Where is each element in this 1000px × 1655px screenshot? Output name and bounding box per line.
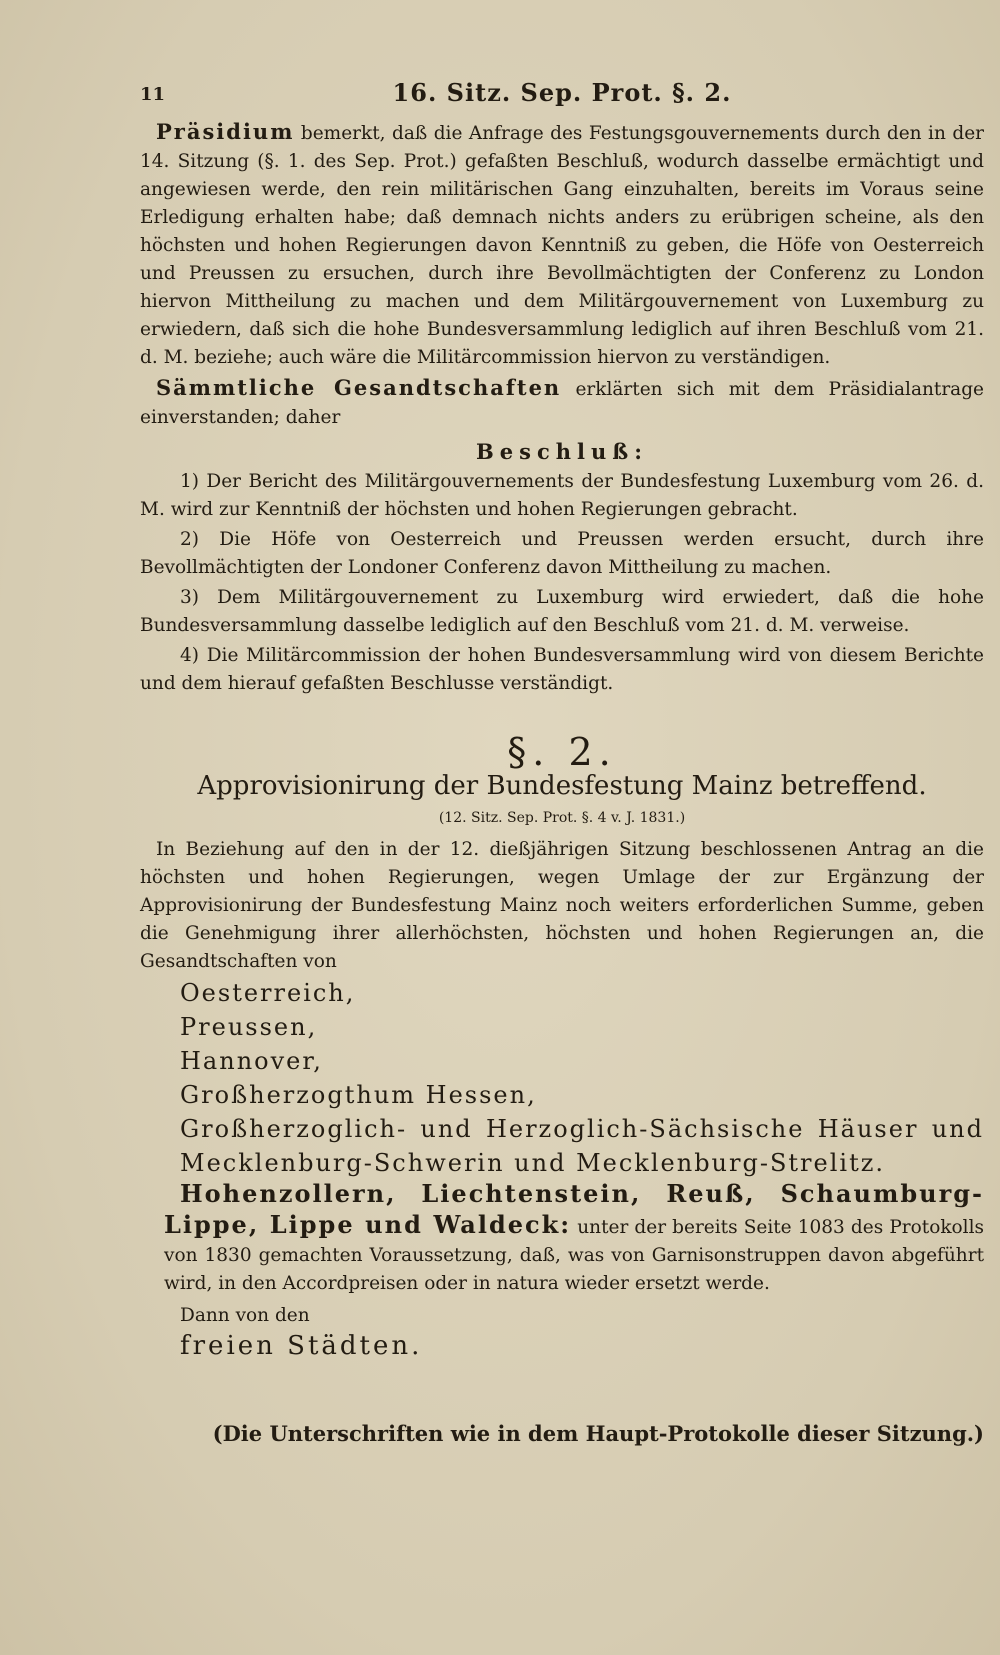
government-item: Hannover, [180, 1047, 323, 1075]
paragraph-praesidium [140, 118, 984, 372]
government-last-lead: Hohenzollern, Liechtenstein, Reuß, Schaumburg-Lippe, Lippe und Waldeck: [164, 1179, 984, 1239]
government-last-text: unter der bereits Seite 1083 des Protokolls von 1830 gemachten Voraussetzung, daß, was von Garnisonstruppen davon abgeführt wird, in den Accordpreisen oder in natura wieder ersetzt werde. [164, 1217, 985, 1294]
government-item: Großherzoglich- und Herzoglich-Sächsische Häuser und Mecklenburg-Schwerin und Mecklenburg-Strelitz. [180, 1115, 984, 1177]
government-list [140, 976, 984, 1180]
beschluss-item-2: 2) Die Höfe von Oesterreich und Preussen werden ersucht, durch ihre Bevollmächtigten der Londoner Conferenz davon Mittheilung zu machen. [140, 529, 984, 578]
closing-note: (Die Unterschriften wie in dem Haupt-Protokolle dieser Sitzung.) [212, 1421, 984, 1446]
government-item: Großherzogthum Hessen, [180, 1081, 537, 1109]
section-reference: (12. Sitz. Sep. Prot. §. 4 v. J. 1831.) [438, 810, 686, 826]
paragraph-gesandtschaften [140, 374, 984, 432]
paragraph-beziehung: In Beziehung auf den in der 12. dießjährigen Sitzung beschlossenen Antrag an die höchsten und hohen Regierungen, wegen Umlage der zur Ergänzung der Approvisionirung der Bundesfestung Mainz noch weiters erforderlichen Summe, geben die Genehmigung ihrer allerhöchsten, höchsten und hohen Regierungen an, die Gesandtschaften von [140, 839, 984, 972]
government-last [140, 1180, 984, 1298]
freien-staedten: freien Städten. [180, 1331, 423, 1361]
page-body [140, 118, 984, 1448]
page-header [140, 78, 984, 118]
government-item: Oesterreich, [180, 979, 356, 1007]
section-title: Approvisionirung der Bundesfestung Mainz betreffend. [197, 771, 927, 801]
beschluss-item-3: 3) Dem Militärgouvernement zu Luxemburg wird erwiedert, daß die hohe Bundesversammlung dasselbe lediglich auf den Beschluß vom 21. d. M. verweise. [140, 587, 984, 636]
government-item: Preussen, [180, 1013, 318, 1041]
beschluss-item-4: 4) Die Militärcommission der hohen Bundesversammlung wird von diesem Berichte und dem hierauf gefaßten Beschlusse verständigt. [140, 645, 984, 694]
beschluss-heading: Beschluß: [476, 439, 648, 464]
paragraph-text: erklärten sich mit dem Präsidialantrage einverstanden; daher [140, 379, 984, 428]
section-mark: §. 2. [507, 730, 617, 774]
page-number: 11 [140, 84, 166, 105]
paragraph-lead: Sämmtliche Gesandtschaften [156, 375, 562, 400]
beschluss-item-1: 1) Der Bericht des Militärgouvernements der Bundesfestung Luxemburg vom 26. d. M. wird zur Kenntniß der höchsten und hohen Regierungen gebracht. [140, 471, 984, 520]
paragraph-lead: Präsidium [156, 119, 295, 144]
paragraph-text: bemerkt, daß die Anfrage des Festungsgouvernements durch den in der 14. Sitzung (§. 1. des Sep. Prot.) gefaßten Beschluß, wodurch dasselbe ermächtigt und angewiesen werde, den rein militärischen Gang einzuhalten, bereits im Voraus seine Erledigung erhalten habe; daß demnach nichts anders zu erübrigen scheine, als den höchsten und hohen Regierungen davon Kenntniß zu geben, die Höfe von Oesterreich und Preussen zu ersuchen, durch ihre Bevollmächtigten der Conferenz zu London hiervon Mittheilung zu machen und dem Militärgouvernement von Luxemburg zu erwiedern, daß sich die hohe Bundesversammlung lediglich auf ihren Beschluß vom 21. d. M. beziehe; auch wäre die Militärcommission hiervon zu verständigen. [140, 123, 984, 368]
dann-line: Dann von den [180, 1305, 310, 1326]
running-title: 16. Sitz. Sep. Prot. §. 2. [392, 78, 732, 107]
